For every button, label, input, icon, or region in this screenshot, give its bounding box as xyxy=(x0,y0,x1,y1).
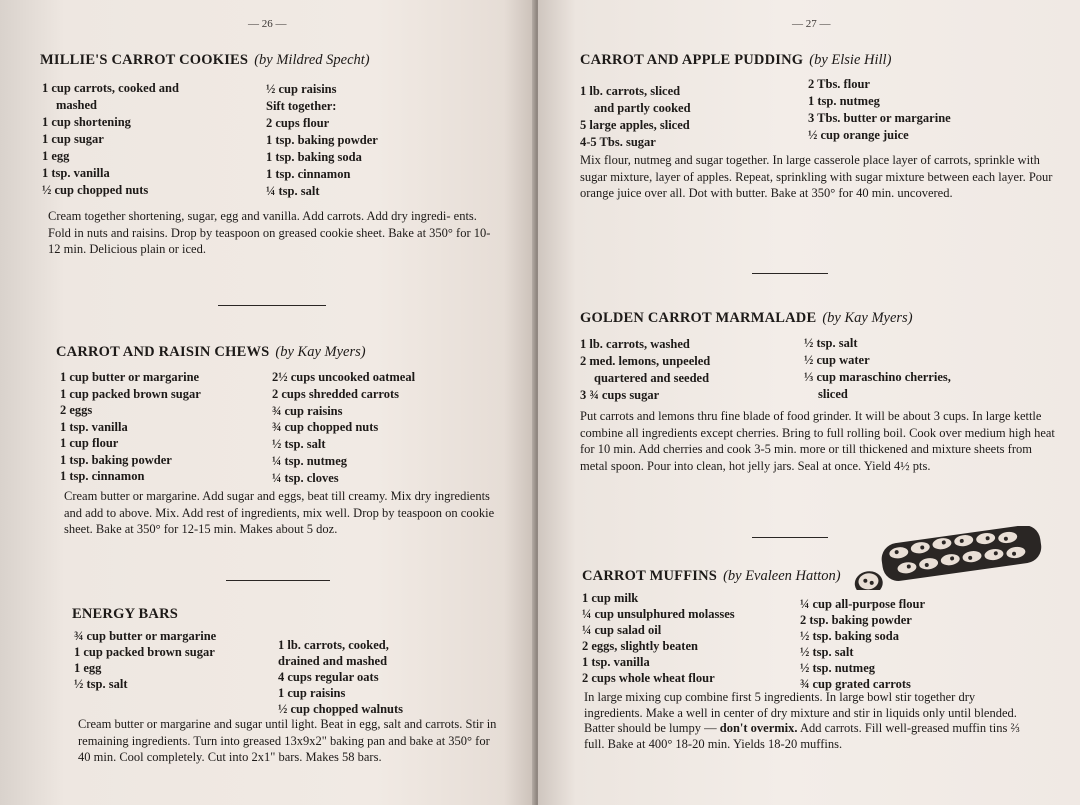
ingredient: 2 tsp. baking powder xyxy=(800,613,912,627)
ingredient: 2 eggs, slightly beaten xyxy=(582,639,698,653)
ingredient: 1 cup carrots, cooked and xyxy=(42,81,179,95)
section-divider xyxy=(218,305,326,306)
ingredient: 2½ cups uncooked oatmeal xyxy=(272,370,416,384)
ingredients-col-1 xyxy=(582,590,735,686)
ingredient: ⅓ cup maraschino cherries, xyxy=(804,370,951,384)
ingredient: 4 cups regular oats xyxy=(278,670,379,684)
ingredient: 1 cup packed brown sugar xyxy=(60,386,201,401)
ingredient: ¾ cup butter or margarine xyxy=(74,629,217,643)
ingredient: ½ tsp. salt xyxy=(74,677,128,691)
left-page xyxy=(0,0,536,805)
ingredient: 1 tsp. baking powder xyxy=(266,133,378,147)
recipe-directions: Put carrots and lemons thru fine blade of food grinder. It will be about 3 cups. In large kettle combine all ingredients except cherries. Bring to full rolling boil. Cook over medium high heat for 10 min. Add cherries and cook 3-5 min. more or till thickened and mixture sheets from metal spoon. Pour into clean, hot jelly jars. Seal at once. Yield 4½ pts. xyxy=(580,409,1055,473)
title-text: GOLDEN CARROT MARMALADE xyxy=(580,310,817,326)
ingredient: 1 lb. carrots, cooked, xyxy=(278,638,389,652)
recipe-title xyxy=(72,606,178,623)
ingredient: 1 cup shortening xyxy=(42,115,131,129)
ingredient: 1 lb. carrots, sliced xyxy=(580,84,681,98)
ingredient: 1 tsp. nutmeg xyxy=(808,94,880,108)
ingredient: 2 cups whole wheat flour xyxy=(582,671,715,685)
ingredients-col-2 xyxy=(272,369,415,487)
ingredient: 2 med. lemons, unpeeled xyxy=(580,354,711,368)
ingredients-col-1 xyxy=(60,369,201,485)
ingredient: ½ cup orange juice xyxy=(808,128,909,142)
ingredient: drained and mashed xyxy=(278,654,388,668)
recipe-directions: Cream together shortening, sugar, egg and vanilla. Add carrots. Add dry ingredi- ents. Fold in nuts and raisins. Drop by teaspoon on greased cookie sheet. Bake at 350° for 10-12 min. Delicious plain or iced. xyxy=(48,209,491,256)
ingredient: 2 Tbs. flour xyxy=(808,77,870,91)
ingredient: ¾ cup raisins xyxy=(272,403,343,418)
ingredient: ½ cup chopped nuts xyxy=(42,183,149,197)
ingredients-col-1 xyxy=(42,80,179,199)
ingredient: ½ cup raisins xyxy=(266,82,337,96)
ingredient: 4-5 Tbs. sugar xyxy=(580,135,656,149)
ingredients-col-2 xyxy=(278,637,403,717)
title-text: CARROT AND RAISIN CHEWS xyxy=(56,344,270,360)
ingredient: 5 large apples, sliced xyxy=(580,118,690,132)
directions-text: In large mixing cup combine first 5 ingredients. In large bowl stir together dry ingredients. Make a well in center of dry mixture and stir in liquids only until blended. Batter should be lumpy — xyxy=(584,690,1017,735)
ingredient: 1 tsp. vanilla xyxy=(60,419,128,434)
ingredient: ¾ cup chopped nuts xyxy=(272,420,379,435)
ingredient: 1 tsp. vanilla xyxy=(582,655,650,669)
recipe-author: (by Kay Myers) xyxy=(822,310,913,326)
ingredient: ¼ cup salad oil xyxy=(582,623,662,637)
recipe-title xyxy=(580,310,913,327)
ingredient: 2 eggs xyxy=(60,403,93,417)
section-divider xyxy=(752,537,828,538)
ingredient: and partly cooked xyxy=(594,101,691,115)
title-text: ENERGY BARS xyxy=(72,606,179,622)
directions-text: Add carrots. Fill well-greased muffin tins ⅔ full. Bake at 400° 18-20 min. Yields 18-20 muffins. xyxy=(584,721,1020,751)
ingredient: mashed xyxy=(56,98,97,112)
title-text: MILLIE'S CARROT COOKIES xyxy=(40,52,249,68)
ingredient: ¾ cup grated carrots xyxy=(800,677,911,691)
ingredients-col-2 xyxy=(808,76,951,144)
ingredient: ¼ tsp. nutmeg xyxy=(272,453,348,468)
page-number: — 26 — xyxy=(248,18,287,30)
right-page xyxy=(538,0,1080,805)
recipe-directions: Cream butter or margarine. Add sugar and eggs, beat till creamy. Mix dry ingredients and add to above. Mix. Add rest of ingredients, mix well. Drop by teaspoon on cookie sheet. Bake at 350° for 12-15 min. Makes about 5 doz. xyxy=(64,489,495,536)
directions-emphasis: don't overmix. xyxy=(719,721,798,735)
ingredients-col-2 xyxy=(800,596,925,692)
ingredient: 1 cup flour xyxy=(60,436,119,450)
ingredient: ½ tsp. nutmeg xyxy=(800,661,876,675)
ingredient: 1 cup sugar xyxy=(42,132,104,146)
ingredients-col-1 xyxy=(580,336,710,404)
muffin-tin-illustration xyxy=(848,526,1048,590)
ingredient: ½ tsp. salt xyxy=(272,437,326,452)
ingredient: sliced xyxy=(818,387,848,401)
recipe-title xyxy=(582,568,841,585)
ingredient: 3 ¾ cups sugar xyxy=(580,388,660,402)
ingredient: 2 cups flour xyxy=(266,116,330,130)
ingredient: 1 cup butter or margarine xyxy=(60,370,200,384)
ingredient: 1 egg xyxy=(42,149,70,163)
ingredient: 1 cup raisins xyxy=(278,686,346,700)
ingredient: 1 lb. carrots, washed xyxy=(580,337,690,351)
ingredients-col-1 xyxy=(580,83,691,151)
ingredients-col-2 xyxy=(266,81,378,200)
recipe-author: (by Kay Myers) xyxy=(275,344,366,360)
ingredient: 1 egg xyxy=(74,661,102,675)
recipe-author: (by Evaleen Hatton) xyxy=(723,568,841,584)
ingredient: 1 tsp. cinnamon xyxy=(60,469,145,483)
recipe-directions xyxy=(584,690,1034,752)
section-divider xyxy=(226,580,330,581)
recipe-title xyxy=(580,52,891,69)
recipe-title xyxy=(56,344,366,361)
ingredient: ¼ cup unsulphured molasses xyxy=(582,607,735,621)
recipe-title xyxy=(40,52,370,69)
ingredient: 2 cups shredded carrots xyxy=(272,386,399,401)
ingredient: ¼ cup all-purpose flour xyxy=(800,597,926,611)
ingredient: ¼ tsp. cloves xyxy=(272,470,339,485)
ingredient: 1 tsp. vanilla xyxy=(42,166,110,180)
ingredient: ¼ tsp. salt xyxy=(266,184,320,198)
section-divider xyxy=(752,273,828,274)
recipe-directions: Cream butter or margarine and sugar until light. Beat in egg, salt and carrots. Stir in remaining ingredients. Turn into greased 13x9x2" baking pan and bake at 350° for 40 min. Cool completely. Cut into 2x1" bars. Makes 58 bars. xyxy=(78,717,497,764)
recipe-author: (by Elsie Hill) xyxy=(809,52,892,68)
ingredient: ½ cup chopped walnuts xyxy=(278,702,404,716)
ingredient: 3 Tbs. butter or margarine xyxy=(808,111,951,125)
recipe-author: (by Mildred Specht) xyxy=(254,52,370,68)
ingredients-col-2 xyxy=(804,335,951,403)
ingredient: ½ tsp. salt xyxy=(800,645,854,659)
recipe-directions: Mix flour, nutmeg and sugar together. In large casserole place layer of carrots, sprinkle with sugar mixture, layer of apples. Repeat, sprinkling with sugar mixture between each layer. Pour orange juice over all. Dot with butter. Bake at 350° for 40 min. uncovered. xyxy=(580,153,1053,200)
ingredient: 1 tsp. baking soda xyxy=(266,150,362,164)
ingredient: quartered and seeded xyxy=(594,371,710,385)
ingredients-col-1 xyxy=(74,628,216,692)
ingredient: ½ tsp. salt xyxy=(804,336,858,350)
title-text: CARROT AND APPLE PUDDING xyxy=(580,52,804,68)
ingredient: 1 cup milk xyxy=(582,591,639,605)
ingredient: 1 tsp. cinnamon xyxy=(266,167,351,181)
ingredient: 1 cup packed brown sugar xyxy=(74,645,215,659)
page-number: — 27 — xyxy=(792,18,831,30)
ingredient: 1 tsp. baking powder xyxy=(60,452,172,467)
ingredient: Sift together: xyxy=(266,99,337,113)
ingredient: ½ tsp. baking soda xyxy=(800,629,899,643)
title-text: CARROT MUFFINS xyxy=(582,568,718,584)
ingredient: ½ cup water xyxy=(804,353,870,367)
